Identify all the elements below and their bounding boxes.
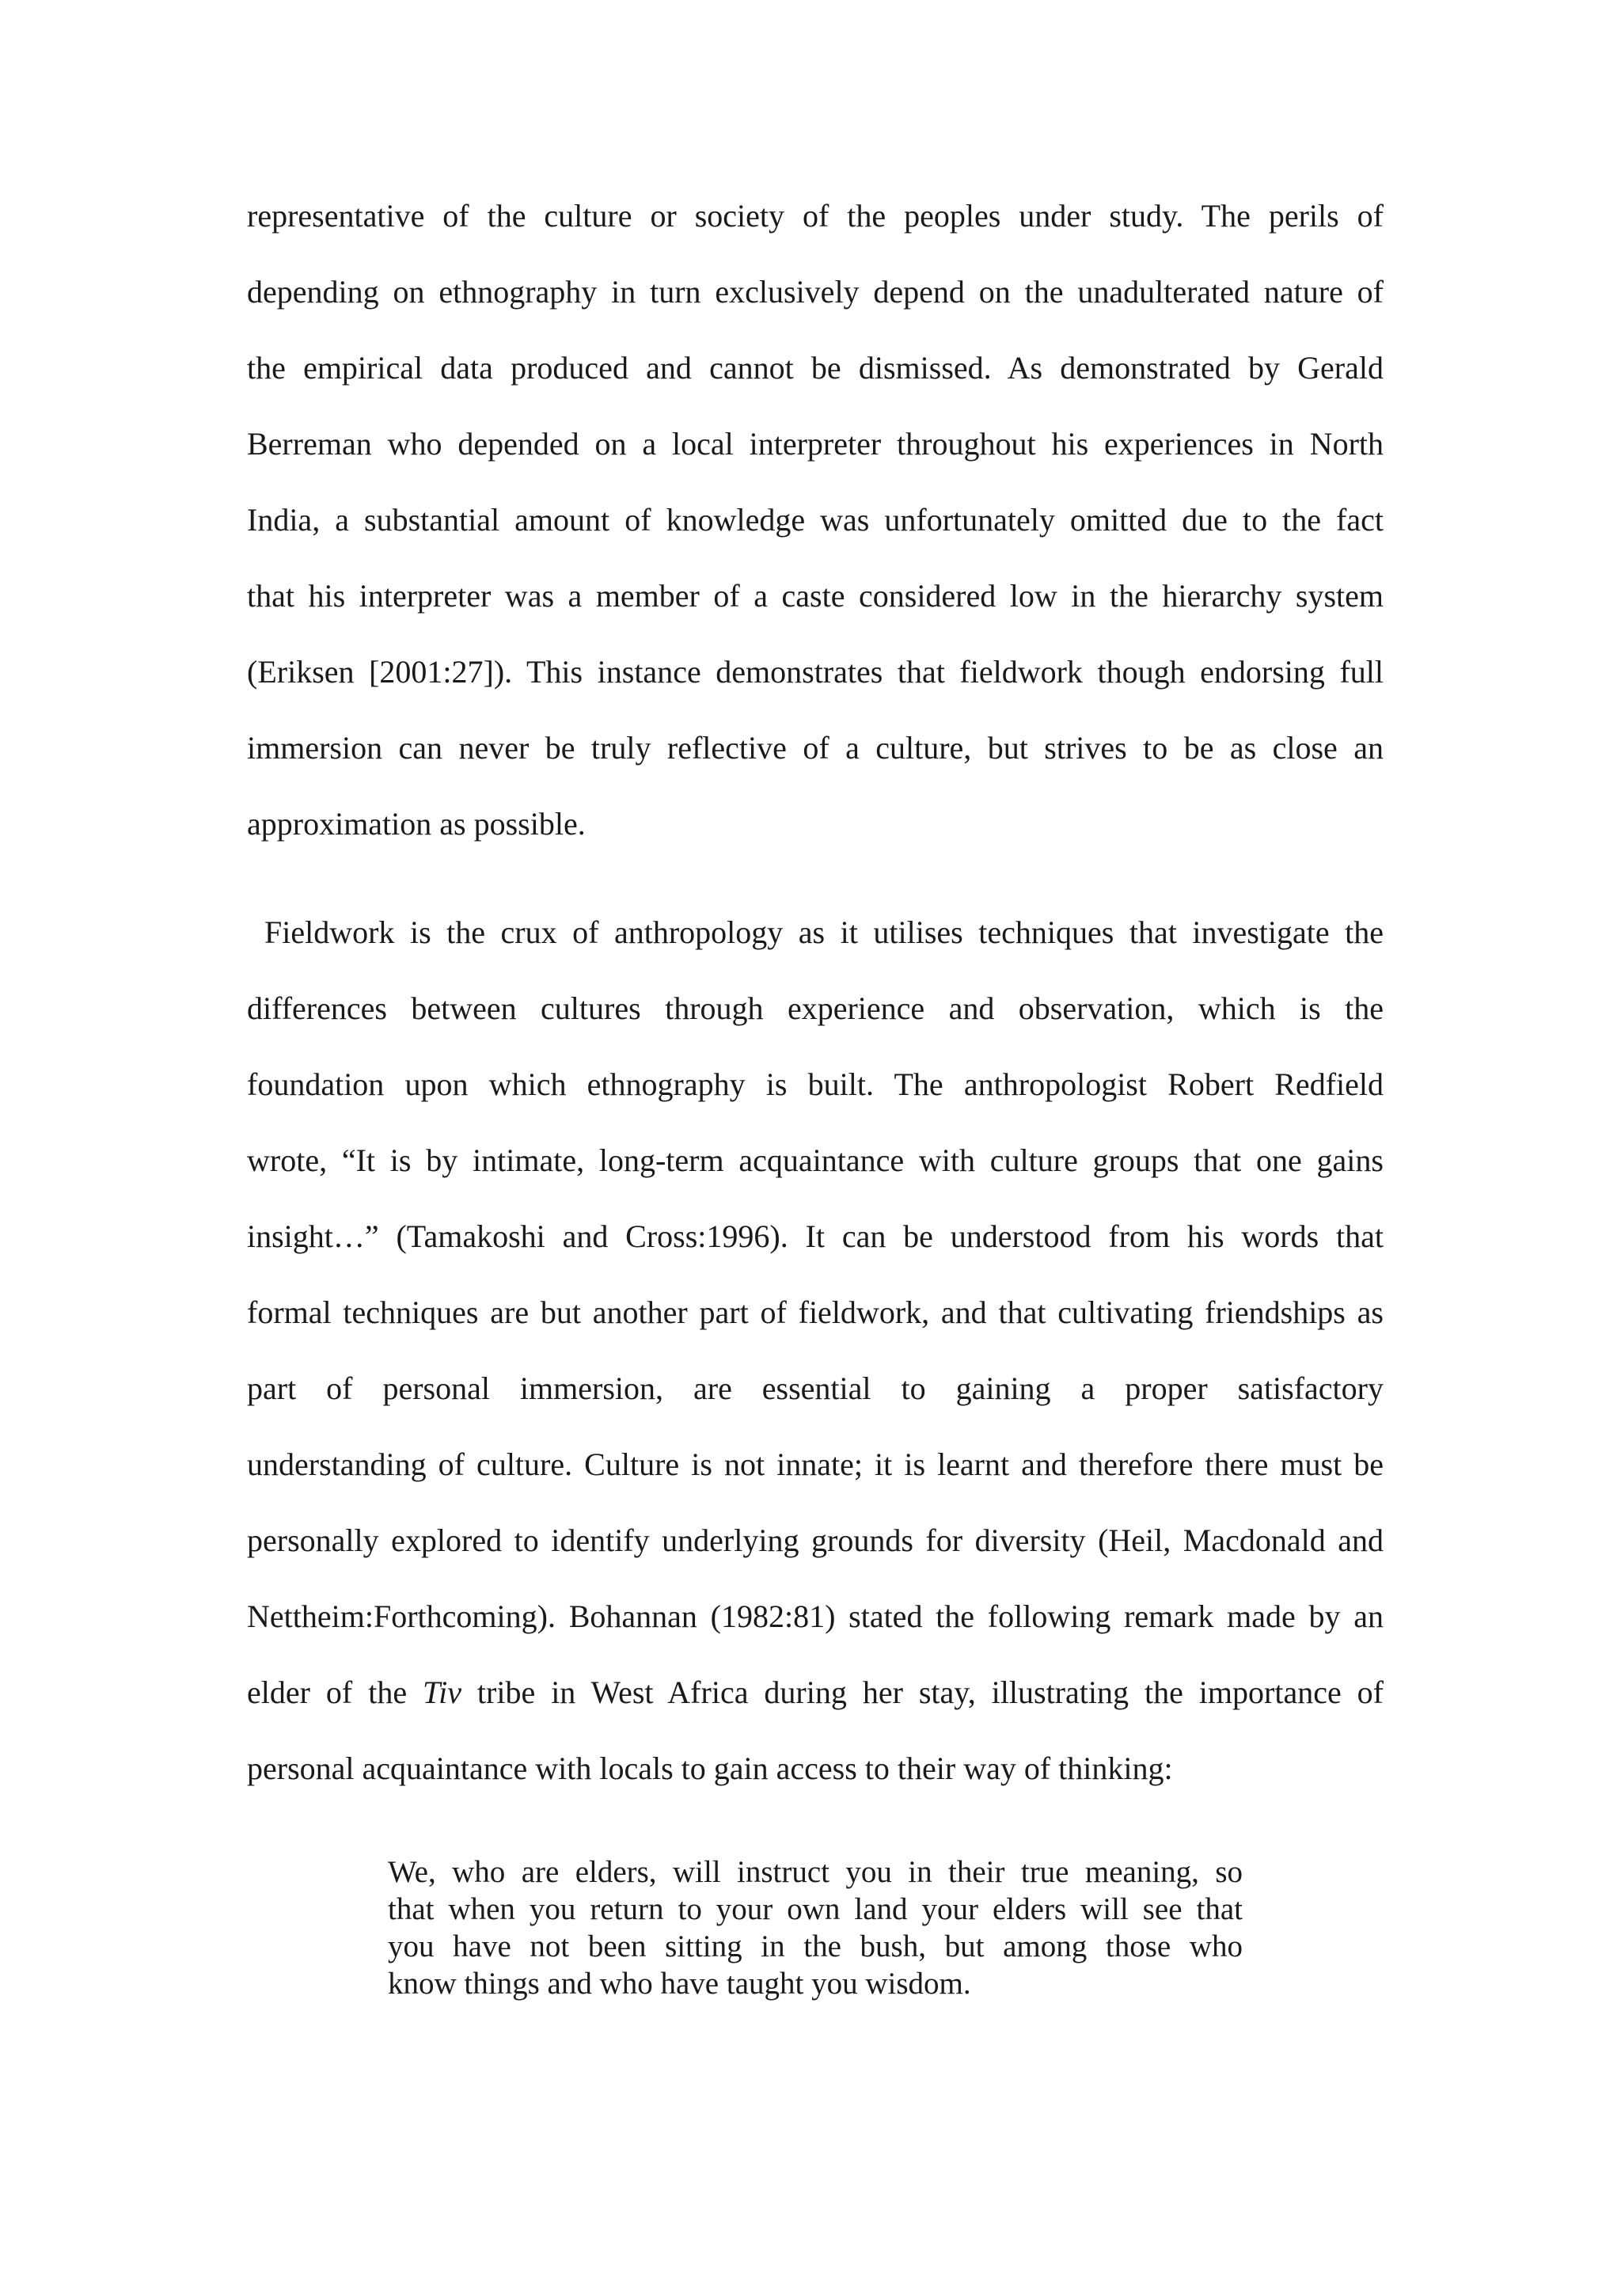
block-quote-line: We, who are elders, will instruct you in their true meaning, so (388, 1855, 1243, 1889)
paragraph-2-line: foundation upon which ethnography is built. The anthropologist Robert Redfield (247, 1066, 1384, 1102)
paragraph-2-line: differences between cultures through experience and observation, which is the (247, 990, 1384, 1026)
paragraph-1-line: depending on ethnography in turn exclusively depend on the unadulterated nature of (247, 274, 1384, 310)
paragraph-2-line: personally explored to identify underlying grounds for diversity (Heil, Macdonald and (247, 1522, 1384, 1558)
paragraph-1-line: representative of the culture or society of the peoples under study. The perils of (247, 198, 1384, 234)
paragraph-2-line: formal techniques are but another part of fieldwork, and that cultivating friendships as (247, 1294, 1384, 1330)
block-quote-line: you have not been sitting in the bush, but among those who (388, 1929, 1243, 1963)
paragraph-2-line: wrote, “It is by intimate, long-term acquaintance with culture groups that one gains (247, 1142, 1384, 1178)
paragraph-2-line: Fieldwork is the crux of anthropology as it utilises techniques that investigate the (264, 914, 1384, 950)
paragraph-2-line: Nettheim:Forthcoming). Bohannan (1982:81) stated the following remark made by an (247, 1598, 1384, 1634)
paragraph-2-line: insight…” (Tamakoshi and Cross:1996). It can be understood from his words that (247, 1218, 1384, 1254)
paragraph-2-line: part of personal immersion, are essential to gaining a proper satisfactory (247, 1370, 1384, 1406)
tiv-line-after: tribe in West Africa during her stay, illustrating the importance of (461, 1674, 1384, 1710)
paragraph-1-line: approximation as possible. (247, 806, 586, 842)
block-quote-line: that when you return to your own land your elders will see that (388, 1892, 1243, 1926)
paragraph-2-line-tiv (247, 1669, 1384, 1716)
paragraph-1-line: immersion can never be truly reflective of a culture, but strives to be as close an (247, 730, 1384, 766)
tiv-tribe-italic: Tiv (423, 1674, 461, 1710)
paragraph-1-line: that his interpreter was a member of a caste considered low in the hierarchy system (247, 578, 1384, 614)
paragraph-1-line: (Eriksen [2001:27]). This instance demonstrates that fieldwork though endorsing full (247, 654, 1384, 690)
paragraph-1-line: Berreman who depended on a local interpreter throughout his experiences in North (247, 426, 1384, 462)
block-quote-line: know things and who have taught you wisdom. (388, 1967, 971, 2001)
paragraph-2-line: understanding of culture. Culture is not innate; it is learnt and therefore there must be (247, 1446, 1384, 1482)
tiv-line-before: elder of the (247, 1674, 423, 1710)
paragraph-1-line: India, a substantial amount of knowledge was unfortunately omitted due to the fact (247, 502, 1384, 538)
paragraph-2-line: personal acquaintance with locals to gain access to their way of thinking: (247, 1751, 1173, 1786)
paragraph-1-line: the empirical data produced and cannot be dismissed. As demonstrated by Gerald (247, 350, 1384, 386)
